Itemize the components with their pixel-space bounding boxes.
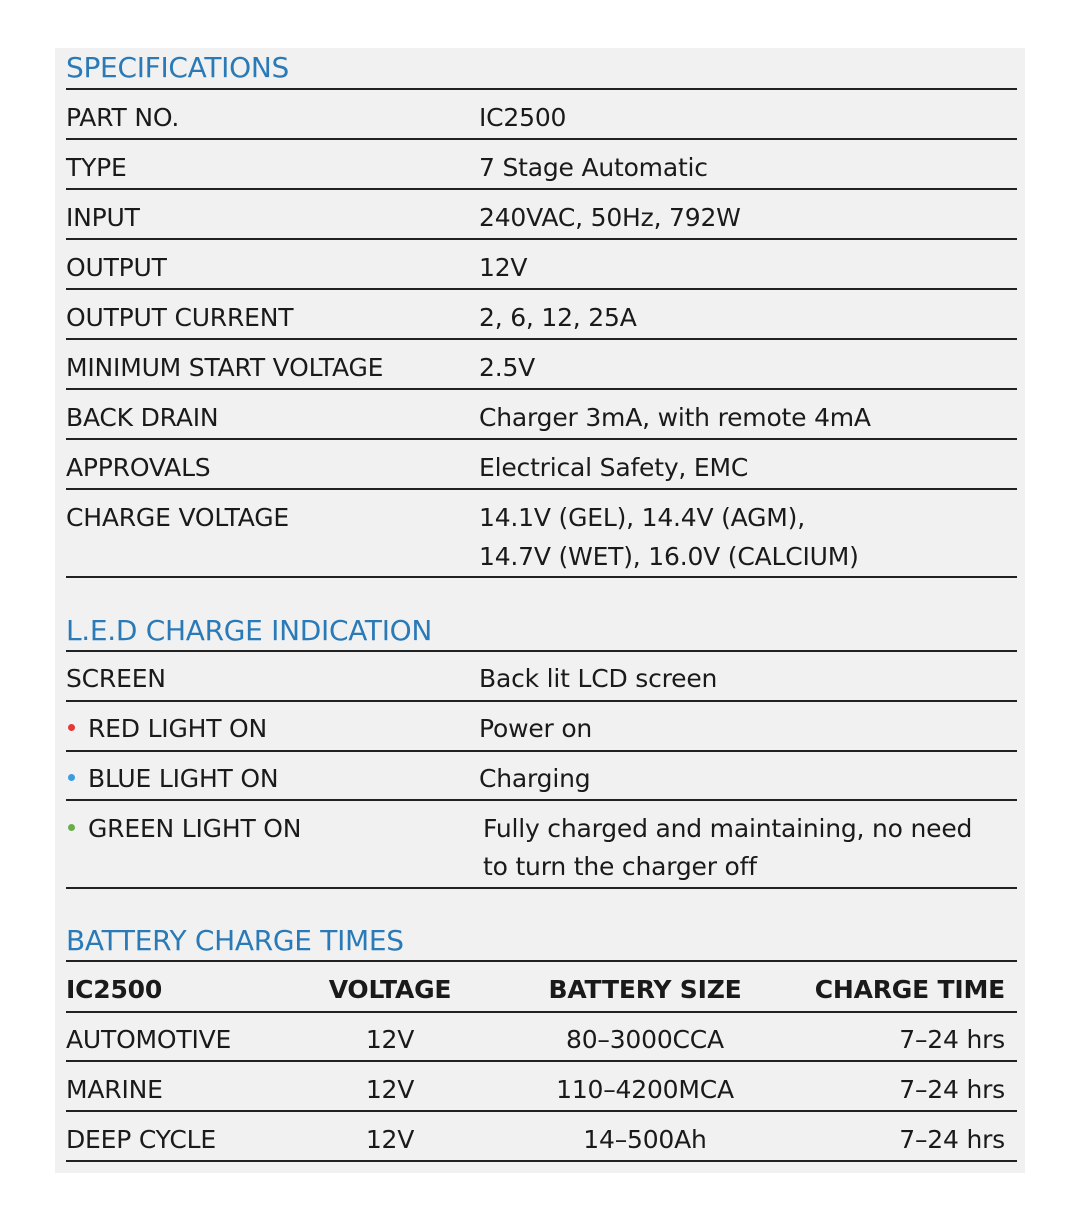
led-section-title: L.E.D CHARGE INDICATION (66, 614, 433, 647)
divider (66, 438, 1017, 440)
spec-label-output-current: OUTPUT CURRENT (66, 303, 294, 332)
spec-label-type: TYPE (66, 153, 127, 182)
divider (66, 1110, 1017, 1112)
red-dot-icon (68, 724, 75, 731)
led-label-blue: BLUE LIGHT ON (88, 764, 279, 793)
divider (66, 288, 1017, 290)
charge-times-cell-voltage: 12V (365, 1025, 415, 1054)
divider (66, 887, 1017, 889)
spec-label-input: INPUT (66, 203, 140, 232)
charge-times-header-model: IC2500 (66, 975, 163, 1004)
divider (66, 388, 1017, 390)
charge-times-header-voltage: VOLTAGE (328, 975, 452, 1004)
charge-times-cell-charge-time: 7–24 hrs (899, 1025, 1005, 1054)
spec-value-output: 12V (479, 253, 528, 282)
led-label-green: GREEN LIGHT ON (88, 814, 302, 843)
led-value-green-line2: to turn the charger off (483, 852, 757, 881)
led-value-green-line1: Fully charged and maintaining, no need (483, 814, 973, 843)
spec-value-min-start-voltage: 2.5V (479, 353, 536, 382)
charge-times-cell-type: AUTOMOTIVE (66, 1025, 232, 1054)
led-label-screen: SCREEN (66, 664, 166, 693)
spec-value-type: 7 Stage Automatic (479, 153, 708, 182)
divider (66, 1060, 1017, 1062)
spec-value-part-no: IC2500 (479, 103, 567, 132)
divider (66, 750, 1017, 752)
charge-times-cell-battery-size: 14–500Ah (583, 1125, 707, 1154)
divider (66, 700, 1017, 702)
divider (66, 88, 1017, 90)
specifications-panel (55, 48, 1025, 1173)
divider (66, 960, 1017, 962)
spec-value-input: 240VAC, 50Hz, 792W (479, 203, 741, 232)
divider (66, 576, 1017, 578)
led-row-red (66, 710, 267, 748)
spec-label-approvals: APPROVALS (66, 453, 211, 482)
spec-label-charge-voltage: CHARGE VOLTAGE (66, 503, 290, 532)
specifications-title: SPECIFICATIONS (66, 51, 289, 84)
led-value-blue: Charging (479, 764, 591, 793)
charge-times-cell-voltage: 12V (365, 1125, 415, 1154)
charge-times-cell-voltage: 12V (365, 1075, 415, 1104)
charge-times-cell-battery-size: 110–4200MCA (556, 1075, 734, 1104)
spec-label-min-start-voltage: MINIMUM START VOLTAGE (66, 353, 384, 382)
spec-label-back-drain: BACK DRAIN (66, 403, 219, 432)
charge-times-cell-type: DEEP CYCLE (66, 1125, 216, 1154)
spec-value-charge-voltage-line1: 14.1V (GEL), 14.4V (AGM), (479, 503, 805, 532)
spec-label-part-no: PART NO. (66, 103, 180, 132)
green-dot-icon (68, 824, 75, 831)
divider (66, 238, 1017, 240)
divider (66, 138, 1017, 140)
led-label-red: RED LIGHT ON (88, 714, 268, 743)
spec-label-output: OUTPUT (66, 253, 167, 282)
led-value-red: Power on (479, 714, 593, 743)
spec-value-output-current: 2, 6, 12, 25A (479, 303, 637, 332)
divider (66, 1160, 1017, 1162)
charge-times-title: BATTERY CHARGE TIMES (66, 924, 404, 957)
charge-times-cell-battery-size: 80–3000CCA (566, 1025, 724, 1054)
led-row-green (66, 810, 301, 848)
charge-times-cell-type: MARINE (66, 1075, 163, 1104)
charge-times-header-battery-size: BATTERY SIZE (548, 975, 742, 1004)
charge-times-cell-charge-time: 7–24 hrs (899, 1075, 1005, 1104)
divider (66, 338, 1017, 340)
charge-times-cell-charge-time: 7–24 hrs (899, 1125, 1005, 1154)
blue-dot-icon (68, 774, 75, 781)
divider (66, 488, 1017, 490)
divider (66, 799, 1017, 801)
charge-times-header-charge-time: CHARGE TIME (814, 975, 1005, 1004)
divider (66, 1011, 1017, 1013)
divider (66, 650, 1017, 652)
spec-value-back-drain: Charger 3mA, with remote 4mA (479, 403, 871, 432)
spec-value-charge-voltage-line2: 14.7V (WET), 16.0V (CALCIUM) (479, 542, 859, 571)
divider (66, 188, 1017, 190)
led-value-screen: Back lit LCD screen (479, 664, 718, 693)
spec-value-approvals: Electrical Safety, EMC (479, 453, 749, 482)
led-row-blue (66, 760, 278, 798)
